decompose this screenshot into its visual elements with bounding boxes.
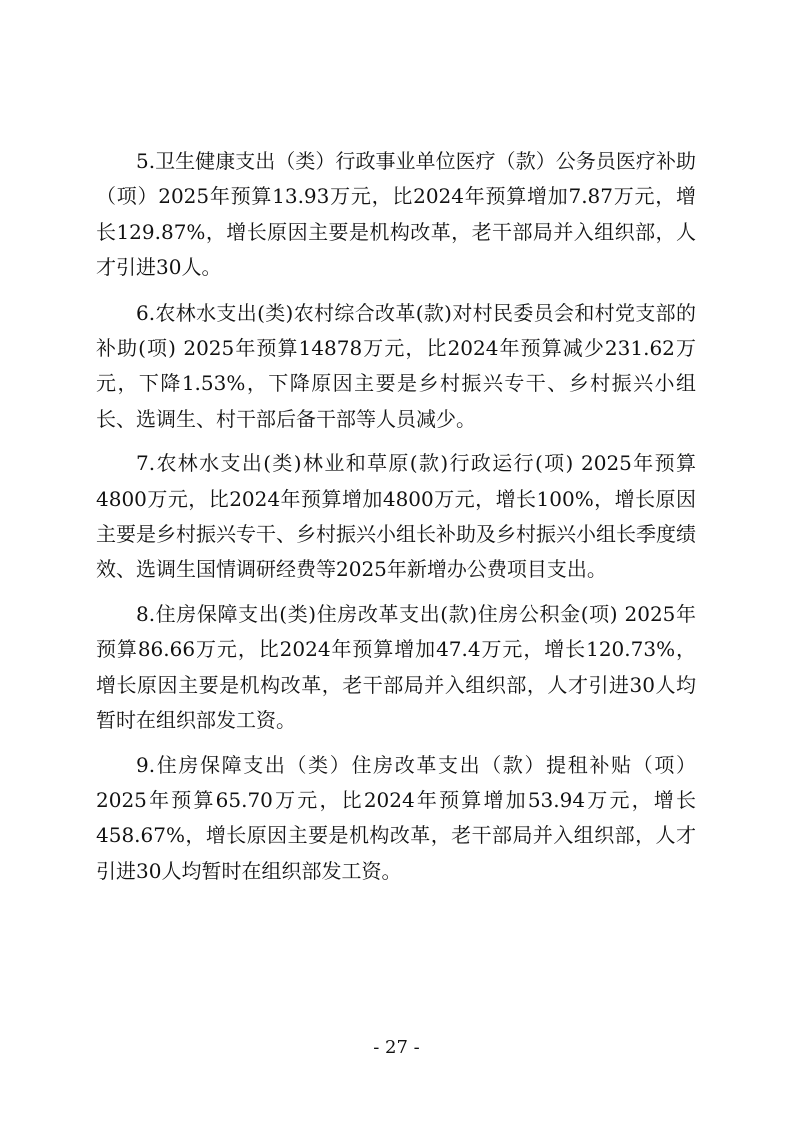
paragraph-rent-subsidy-expenditure: 9.住房保障支出（类）住房改革支出（款）提租补贴（项）2025年预算65.70万元，比2024年预算增加53.94万元，增长458.67%，增长原因主要是机构改革，老干部局并入组织部，人才引进30人均暂时在组织部发工资。 bbox=[96, 752, 696, 883]
page-number: - 27 - bbox=[373, 1037, 420, 1058]
paragraph-housing-fund-expenditure: 8.住房保障支出(类)住房改革支出(款)住房公积金(项) 2025年预算86.66万元，比2024年预算增加47.4万元，增长120.73%，增长原因主要是机构改革，老干部局并入组织部，人才引进30人均暂时在组织部发工资。 bbox=[96, 601, 696, 733]
paragraph-health-expenditure: 5.卫生健康支出（类）行政事业单位医疗（款）公务员医疗补助（项）2025年预算13.93万元，比2024年预算增加7.87万元，增长129.87%，增长原因主要是机构改革，老干部局并入组织部，人才引进30人。 bbox=[96, 149, 696, 280]
body-text bbox=[96, 144, 696, 889]
paragraph-rural-reform-expenditure: 6.农林水支出(类)农村综合改革(款)对村民委员会和村党支部的补助(项) 2025年预算14878万元，比2024年预算减少231.62万元，下降1.53%，下降原因主要是乡村振兴专干、乡村振兴小组长、选调生、村干部后备干部等人员减少。 bbox=[96, 300, 696, 431]
paragraph-forestry-expenditure: 7.农林水支出(类)林业和草原(款)行政运行(项) 2025年预算4800万元，比2024年预算增加4800万元，增长100%，增长原因主要是乡村振兴专干、乡村振兴小组长补助及乡村振兴小组长季度绩效、选调生国情调研经费等2025年新增办公费项目支出。 bbox=[96, 451, 696, 582]
